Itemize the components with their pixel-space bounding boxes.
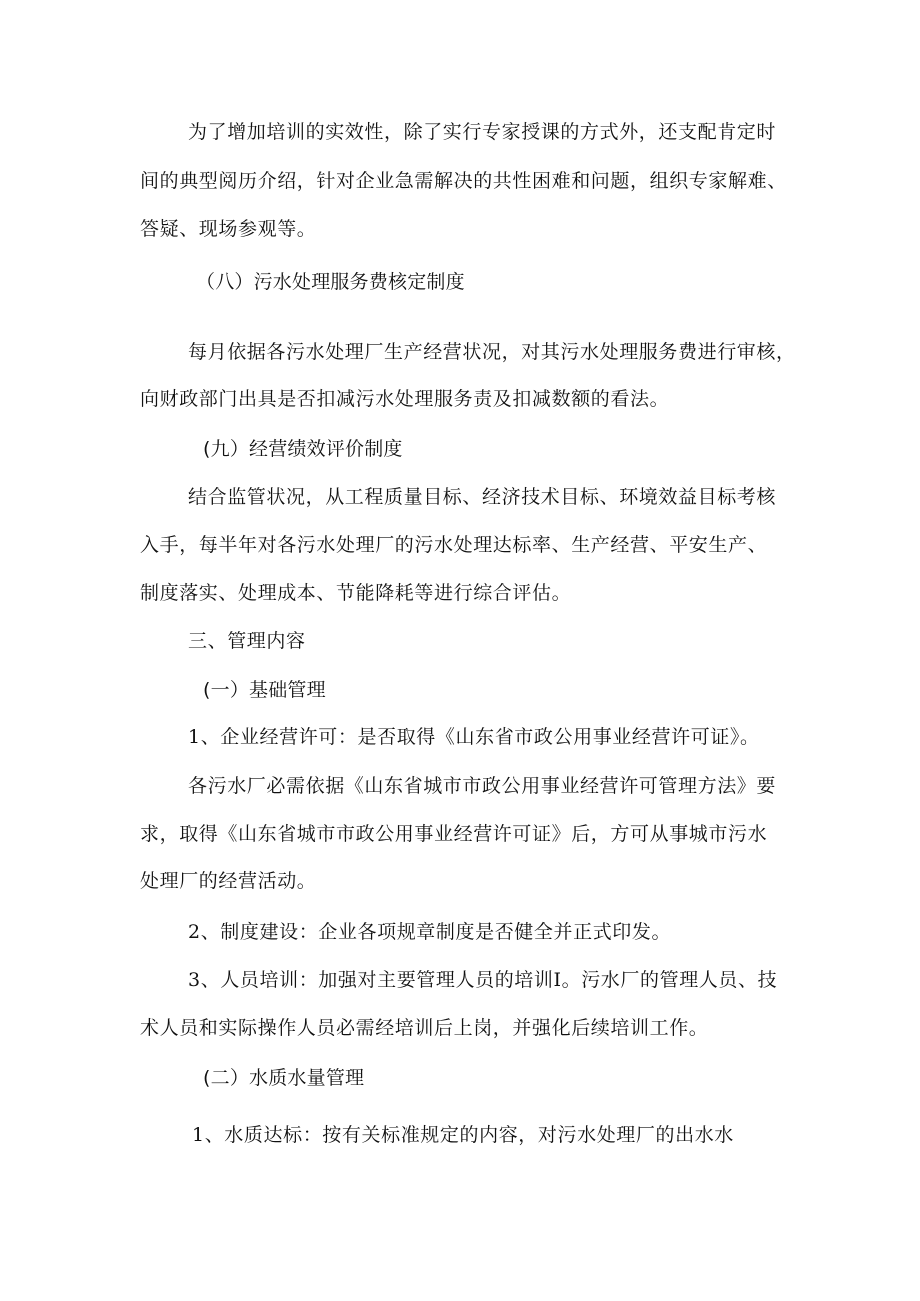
paragraph-license-line-1: 各污水厂必需依据《山东省城市市政公用事业经营许可管理方法》要	[188, 775, 777, 797]
paragraph-fee-line-1: 每月依据各污水处理厂生产经营状况，对其污水处理服务费进行审核，	[188, 341, 796, 363]
section-title-3: 三、管理内容	[188, 630, 306, 652]
heading-section-9: (九）经营绩效评价制度	[203, 438, 403, 460]
item-system-construction: 2、制度建设：企业各项规章制度是否健全并正式印发。	[188, 921, 672, 943]
paragraph-training-line-1: 为了增加培训的实效性，除了实行专家授课的方式外，还支配肯定时	[188, 121, 777, 143]
paragraph-performance-line-1: 结合监管状况，从工程质量目标、经济技术目标、环境效益目标考核	[188, 486, 777, 508]
heading-water-management: (二）水质水量管理	[203, 1067, 365, 1089]
paragraph-staff-line-2: 术人员和实际操作人员必需经培训后上岗，并强化后续培训工作。	[140, 1017, 709, 1039]
item-business-license: 1、企业经营许可：是否取得《山东省市政公用事业经营许可证》。	[188, 726, 760, 748]
paragraph-performance-line-2: 入手，每半年对各污水处理厂的污水处理达标率、生产经营、平安生产、	[140, 534, 768, 556]
paragraph-license-line-3: 处理厂的经营活动。	[140, 870, 317, 892]
paragraph-staff-line-1: 3、人员培训：加强对主要管理人员的培训I。污水厂的管理人员、技	[188, 969, 778, 991]
heading-basic-management: (一）基础管理	[203, 679, 326, 701]
paragraph-license-line-2: 求，取得《山东省城市市政公用事业经营许可证》后，方可从事城市污水	[140, 823, 768, 845]
heading-section-8: （八）污水处理服务费核定制度	[196, 271, 465, 293]
paragraph-training-line-2: 间的典型阅历介绍，针对企业急需解决的共性困难和问题，组织专家解难、	[140, 170, 787, 192]
paragraph-fee-line-2: 向财政部门出具是否扣减污水处理服务责及扣减数额的看法。	[140, 388, 670, 410]
paragraph-performance-line-3: 制度落实、处理成本、节能降耗等进行综合评估。	[140, 582, 572, 604]
item-water-quality: 1、水质达标：按有关标准规定的内容，对污水处理厂的出水水	[192, 1124, 734, 1146]
paragraph-training-line-3: 答疑、现场参观等。	[140, 218, 317, 240]
